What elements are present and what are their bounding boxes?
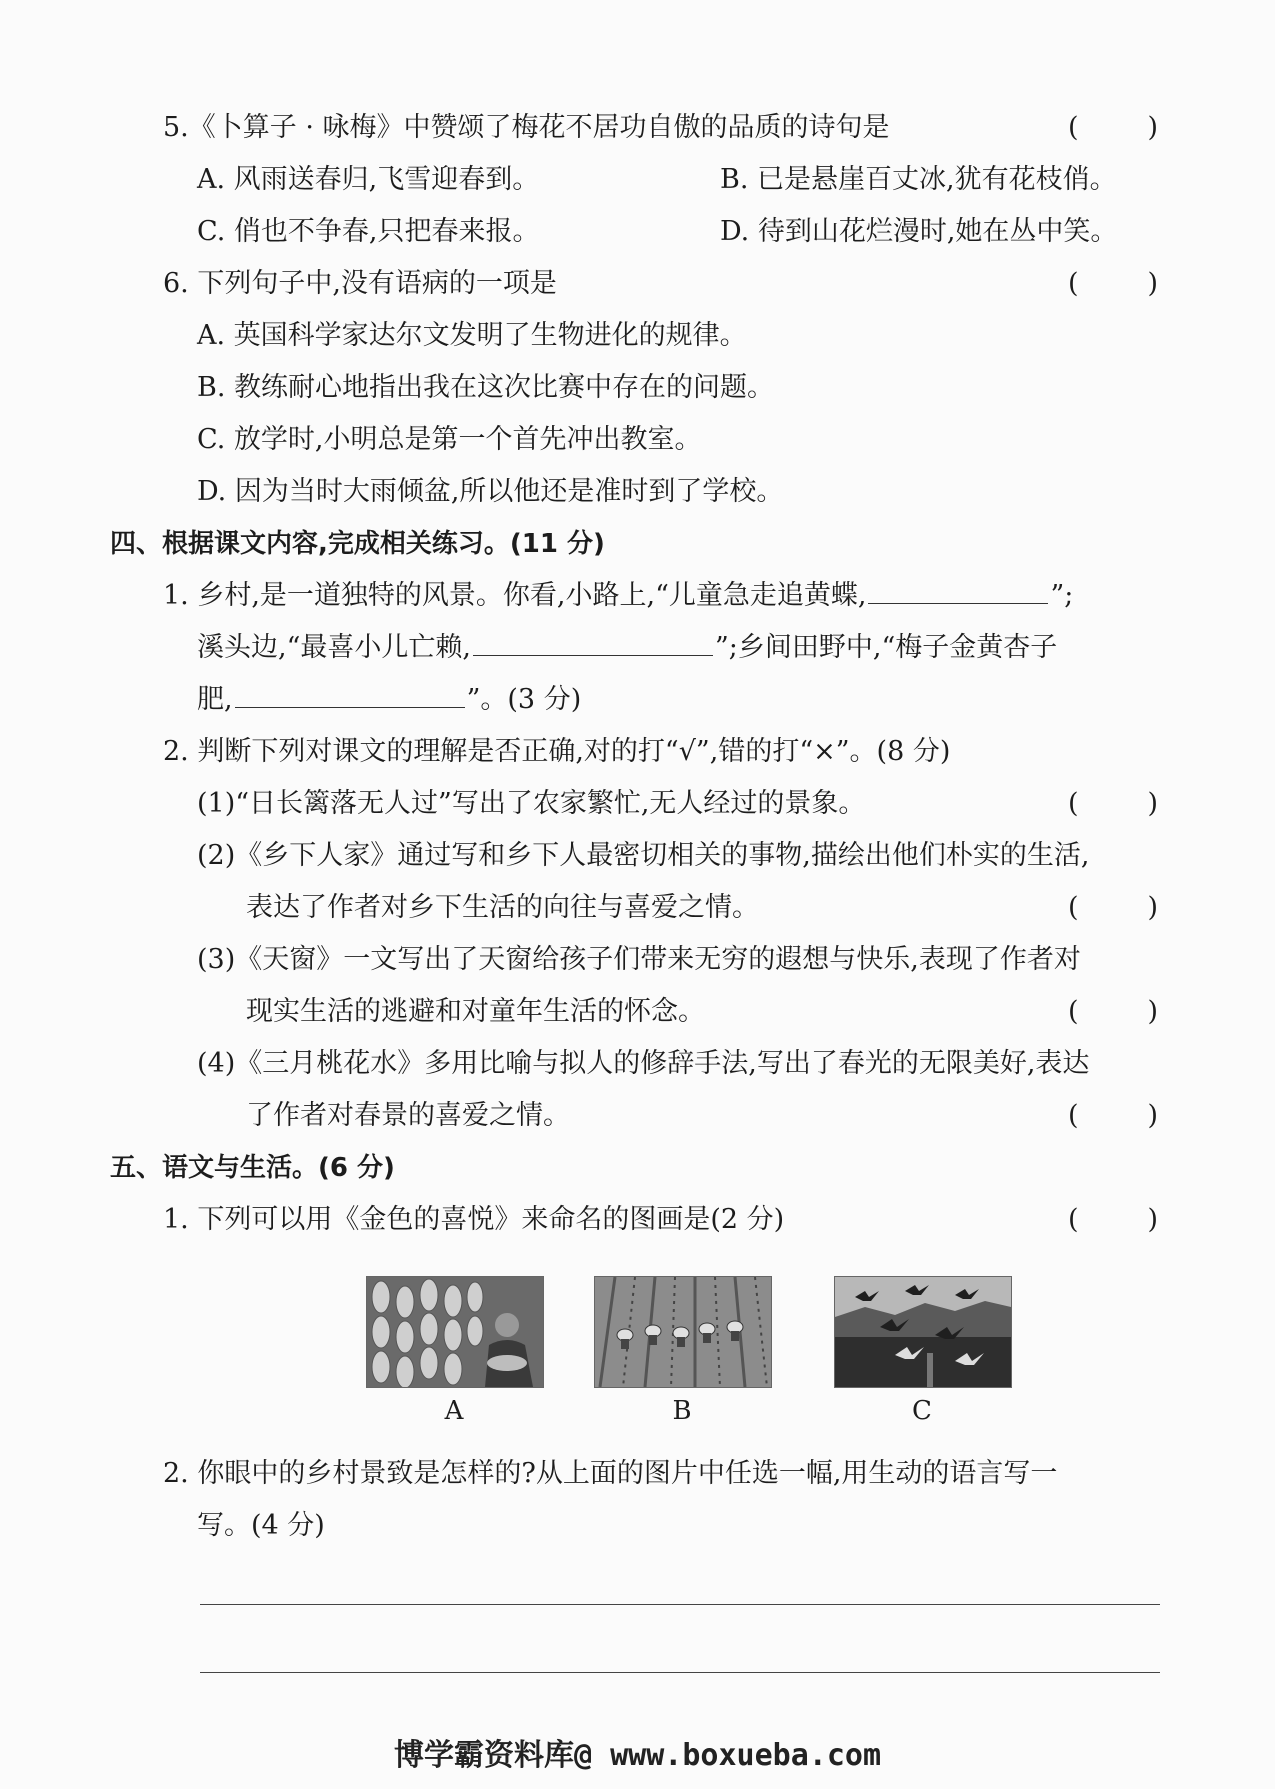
fill-blank-1[interactable] [868,602,1048,604]
s5-q1-stem: 1. 下列可以用《金色的喜悦》来命名的图画是(2 分) [163,1204,785,1235]
s4-q1-line1: 1. 乡村,是一道独特的风景。你看,小路上,“儿童急走追黄蝶, ”; [163,580,1074,611]
fill-blank-3[interactable] [235,706,465,708]
fill-blank-2[interactable] [473,654,713,656]
q6-option-b: B. 教练耐心地指出我在这次比赛中存在的问题。 [197,372,775,403]
answer-paren[interactable]: ( ) [1068,996,1158,1027]
s4-q2-item-4-line2: 了作者对春景的喜爱之情。 [246,1100,570,1131]
writing-line-1[interactable] [200,1604,1160,1605]
photo-a-corn-harvest[interactable] [366,1276,544,1388]
q6-option-d: D. 因为当时大雨倾盆,所以他还是准时到了学校。 [197,476,784,507]
q5-option-a: A. 风雨送春归,飞雪迎春到。 [197,164,540,195]
q5-stem: 5.《卜算子 · 咏梅》中赞颂了梅花不居功自傲的品质的诗句是 [163,112,890,143]
s5-q2-line1: 2. 你眼中的乡村景致是怎样的?从上面的图片中任选一幅,用生动的语言写一 [163,1458,1058,1489]
corn-harvest-image [367,1277,543,1387]
answer-paren[interactable]: ( ) [1068,1100,1158,1131]
answer-paren[interactable]: ( ) [1068,788,1158,819]
q6-option-a: A. 英国科学家达尔文发明了生物进化的规律。 [197,320,747,351]
q5-option-b: B. 已是悬崖百丈冰,犹有花枝俏。 [720,164,1117,195]
s4-q1-line2: 溪头边,“最喜小儿亡赖, ”;乡间田野中,“梅子金黄杏子 [197,632,1058,663]
answer-paren[interactable]: ( ) [1068,268,1158,299]
photo-label-c: C [912,1396,932,1426]
s4-q2-item-3-line1: (3)《天窗》一文写出了天窗给孩子们带来无穷的遐想与快乐,表现了作者对 [197,944,1081,975]
answer-paren[interactable]: ( ) [1068,1204,1158,1235]
q5-option-c: C. 俏也不争春,只把春来报。 [197,216,540,247]
s5-q2-line2: 写。(4 分) [197,1510,325,1541]
photo-label-b: B [672,1396,692,1426]
s4-q2-item-2-line1: (2)《乡下人家》通过写和乡下人最密切相关的事物,描绘出他们朴实的生活, [197,840,1090,871]
birds-image [835,1277,1011,1387]
s4-q1-line3: 肥, ”。(3 分) [197,684,582,715]
s4-q2-stem: 2. 判断下列对课文的理解是否正确,对的打“√”,错的打“×”。(8 分) [163,736,951,767]
section-4-title: 四、根据课文内容,完成相关练习。(11 分) [110,529,605,559]
section-5-title: 五、语文与生活。(6 分) [110,1153,395,1183]
q6-option-c: C. 放学时,小明总是第一个首先冲出教室。 [197,424,702,455]
photo-b-rice-planting[interactable] [594,1276,772,1388]
photo-label-a: A [444,1396,464,1426]
s4-q2-item-4-line1: (4)《三月桃花水》多用比喻与拟人的修辞手法,写出了春光的无限美好,表达 [197,1048,1090,1079]
q5-option-d: D. 待到山花烂漫时,她在丛中笑。 [720,216,1118,247]
writing-line-2[interactable] [200,1672,1160,1673]
q6-stem: 6. 下列句子中,没有语病的一项是 [163,268,557,299]
answer-paren[interactable]: ( ) [1068,112,1158,143]
s4-q2-item-1: (1)“日长篱落无人过”写出了农家繁忙,无人经过的景象。 [197,788,866,819]
answer-paren[interactable]: ( ) [1068,892,1158,923]
rice-field-image [595,1277,771,1387]
photo-c-birds[interactable] [834,1276,1012,1388]
s4-q2-item-3-line2: 现实生活的逃避和对童年生活的怀念。 [246,996,705,1027]
footer-watermark: 博学霸资料库@ www.boxueba.com [393,1738,882,1773]
s4-q2-item-2-line2: 表达了作者对乡下生活的向往与喜爱之情。 [246,892,759,923]
